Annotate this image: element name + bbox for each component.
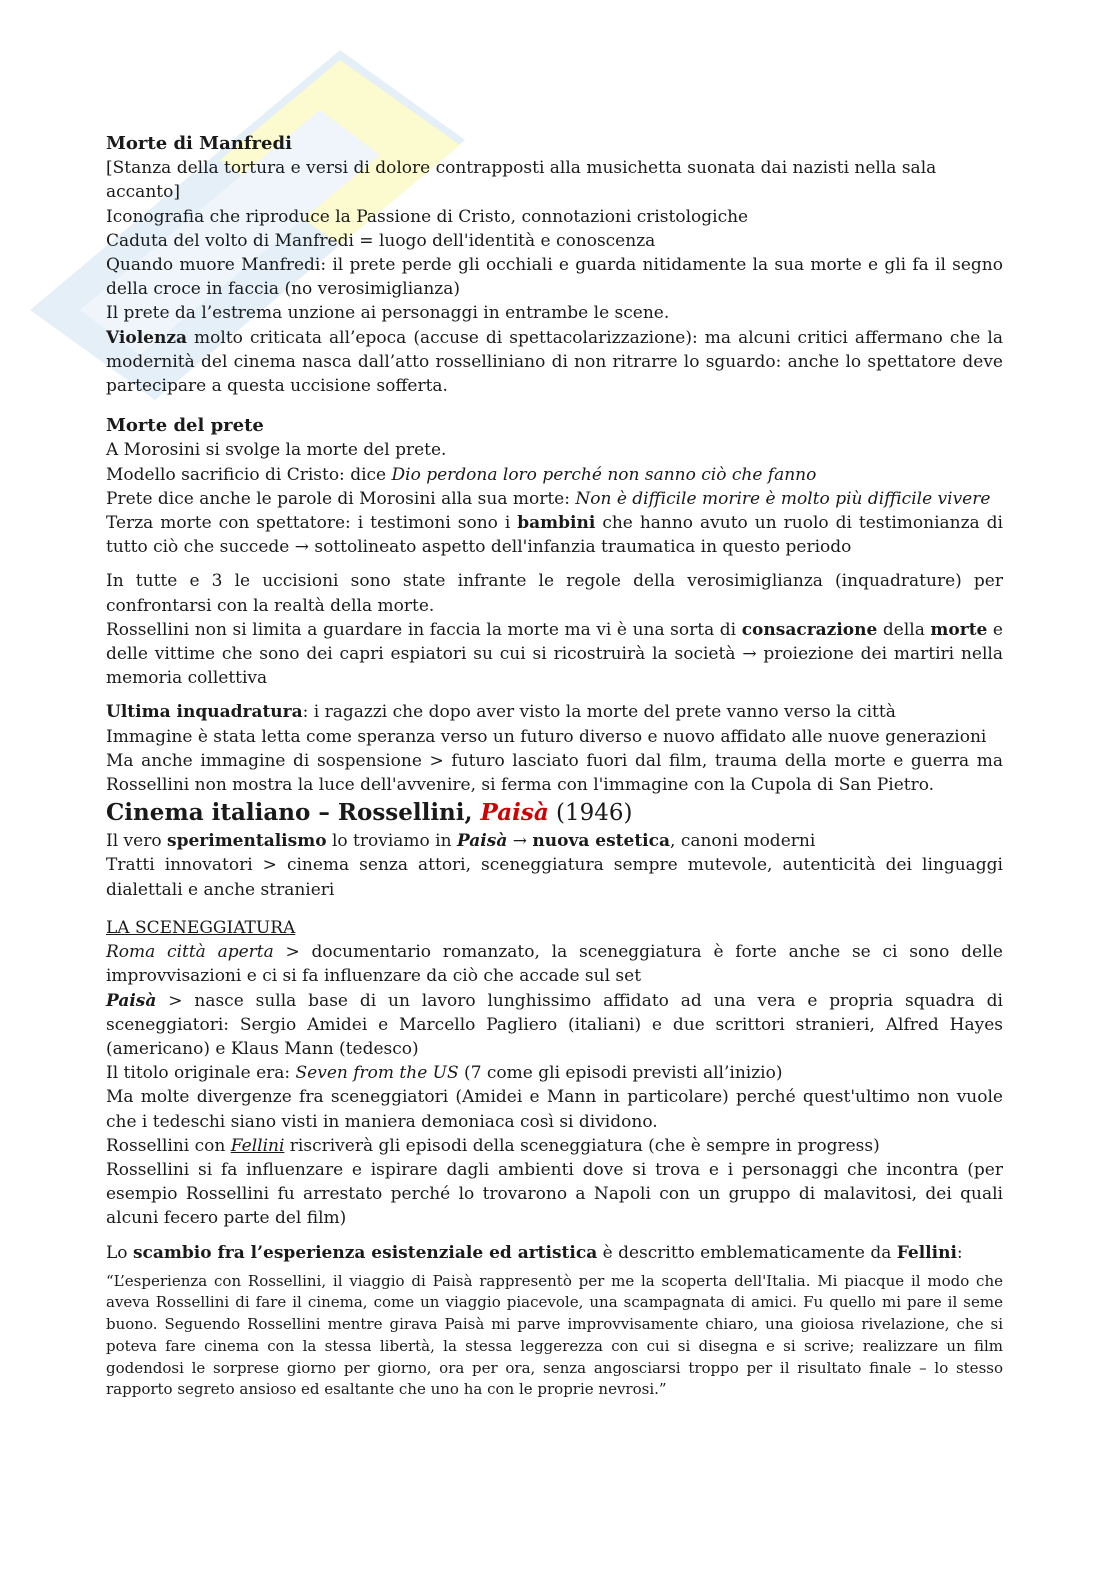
text-run: Prete dice anche le parole di Morosini alla sua morte: [106,488,576,509]
text-run: Il vero [106,831,167,852]
quote-italic: Non è difficile morire è molto più difficile vivere [575,488,991,509]
text-paragraph: Rossellini si fa influenzare e ispirare dagli ambienti dove si trova e i personaggi che incontra (per esempio Rossellini fu arrestato perché lo trovarono a Napoli con un gruppo di malavitosi, dei quali alcuni fecero parte del film) [106,1159,1003,1229]
text-run: e delle vittime che sono dei capri espiatori su cui si ricostruirà la società → proiezione dei martiri nella memoria collettiva [106,619,1003,689]
quote-italic: Dio perdona loro perché non sanno ciò che fanno [391,464,817,485]
text-run: è descritto emblematicamente da [597,1242,897,1263]
text-line [106,1241,1003,1265]
bold-term: Violenza [106,327,187,348]
text-run: lo troviamo in [326,831,457,852]
bold-italic-term: Paisà [106,990,157,1011]
text-run: > documentario romanzato, la sceneggiatura è forte anche se ci sono delle improvvisazioni e ci si fa influenzare da ciò che accade sul set [106,942,1003,987]
section-title-morte-manfredi: Morte di Manfredi [106,133,292,154]
text-run: Rossellini con [106,1135,231,1156]
subheading-sceneggiatura: LA SCENEGGIATURA [106,917,296,938]
text-paragraph [106,989,1003,1062]
chapter-title-film: Paisà [480,799,549,827]
text-run: Rossellini non si limita a guardare in faccia la morte ma vi è una sorta di [106,619,742,640]
text-line: Caduta del volto di Manfredi = luogo dell'identità e conoscenza [106,230,656,251]
text-line [106,487,1003,511]
text-run: Terza morte con spettatore: i testimoni sono i [106,513,518,534]
text-run: della [877,619,931,640]
text-run: : [956,1242,963,1263]
bold-term: scambio fra l’esperienza esistenziale ed artistica [132,1242,598,1263]
text-line [106,700,1003,724]
text-paragraph [106,326,1003,399]
chapter-title-text: Cinema italiano – Rossellini, [106,799,481,827]
text-line [106,463,1003,487]
text-run: → [507,831,533,852]
document-page [106,132,1003,1401]
text-paragraph: Tratti innovatori > cinema senza attori, sceneggiatura sempre mutevole, autenticità dei linguaggi dialettali e anche stranieri [106,855,1003,900]
bold-term: Ultima inquadratura [106,702,303,723]
bold-term: morte [930,619,988,640]
bold-term: bambini [517,513,596,534]
italic-term: Seven from the US [295,1063,459,1084]
bold-term: consacrazione [741,619,878,640]
section-title-morte-prete: Morte del prete [106,415,264,437]
fellini-quote: “L’esperienza con Rossellini, il viaggio di Paisà rappresentò per me la scoperta dell'Italia. Mi piacque il modo che aveva Rossellini di fare il cinema, come un viaggio piacevole, una scampagnata di amici. Fu quello mi pare il seme buono. Seguendo Rossellini mentre girava Paisà mi parve improvvisamente chiaro, una gioiosa rivelazione, che si poteva fare cinema con la stessa libertà, la stessa leggerezza con cui si disegna e si scrive; realizzare un film godendosi le sorprese giorno per giorno, ora per ora, senza angosciarsi troppo per il risultato finale – lo stesso rapporto segreto ansioso ed esaltante che uno ha con le proprie nevrosi.” [106,1271,1003,1399]
text-line: Immagine è stata letta come speranza verso un futuro diverso e nuovo affidato alle nuove generazioni [106,726,987,747]
text-run: > nasce sulla base di un lavoro lunghissimo affidato ad una vera e propria squadra di sceneggiatori: Sergio Amidei e Marcello Pagliero (italiani) e due scrittori stranieri, Alfred Hayes (americano) e Klaus Mann (tedesco) [106,990,1003,1059]
text-run: : i ragazzi che dopo aver visto la morte del prete vanno verso la città [302,702,896,723]
text-run: che hanno avuto un ruolo di testimonianza di tutto ciò che succede → sottolineato aspetto dell'infanzia traumatica in questo periodo [106,513,1003,558]
text-run: riscriverà gli episodi della sceneggiatura (che è sempre in progress) [284,1135,880,1156]
text-paragraph: Ma anche immagine di sospensione > futuro lasciato fuori dal film, trauma della morte e guerra ma Rossellini non mostra la luce dell'avvenire, si ferma con l'immagine con la Cupola di San Pietro. [106,750,1003,796]
text-run: Modello sacrificio di Cristo: dice [106,464,392,485]
text-run: (7 come gli episodi previsti all’inizio) [458,1063,783,1084]
bold-italic-term: Paisà [456,831,508,852]
bold-term: Fellini [896,1242,957,1263]
text-run: Il titolo originale era: [106,1063,296,1084]
text-line: Quando muore Manfredi: il prete perde gli occhiali e guarda nitidamente la sua morte e gli fa il segno della croce in faccia (no verosimiglianza) [106,255,1003,300]
text-run: , canoni moderni [670,831,816,852]
text-run: molto criticata all’epoca (accuse di spettacolarizzazione): ma alcuni critici affermano che la modernità del cinema nasca dall’atto rosselliniano di non ritrarre lo sguardo: anche lo spettatore deve partecipare a questa uccisione sofferta. [106,327,1003,397]
text-paragraph [106,940,1003,988]
text-line [106,1134,1003,1158]
text-line: Iconografia che riproduce la Passione di Cristo, connotazioni cristologiche [106,206,749,227]
text-paragraph [106,618,1003,691]
bold-term: sperimentalismo [167,831,327,852]
text-line: A Morosini si svolge la morte del prete. [106,440,447,461]
italic-term: Roma città aperta [106,942,274,963]
italic-underlined-term: Fellini [230,1135,285,1156]
text-run: Lo [106,1242,133,1263]
chapter-title-paisa [106,797,1003,829]
text-line: Il prete da l’estrema unzione ai personaggi in entrambe le scene. [106,303,670,324]
text-line [106,1061,1003,1085]
text-paragraph [106,511,1003,559]
text-paragraph: Ma molte divergenze fra sceneggiatori (Amidei e Mann in particolare) perché quest'ultimo non vuole che i tedeschi siano visti in maniera demoniaca così si dividono. [106,1087,1003,1132]
bold-term: nuova estetica [532,831,671,852]
text-paragraph: In tutte e 3 le uccisioni sono state infrante le regole della verosimiglianza (inquadrature) per confrontarsi con la realtà della morte. [106,571,1003,616]
text-line [106,829,1003,853]
text-line: [Stanza della tortura e versi di dolore contrapposti alla musichetta suonata dai nazisti nella sala accanto] [106,158,937,203]
chapter-title-year: (1946) [548,800,633,827]
